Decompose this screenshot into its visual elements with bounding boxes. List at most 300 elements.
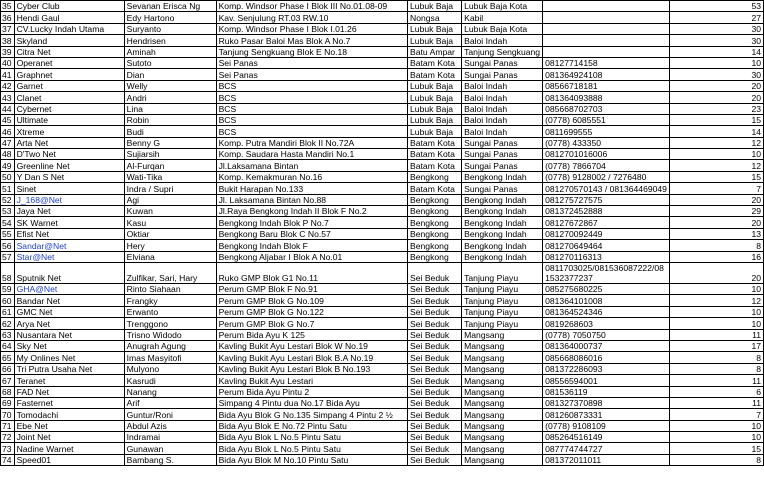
cell-district: Sei Beduk xyxy=(408,386,462,397)
row-number: 47 xyxy=(1,137,15,148)
cell-district: Batam Kota xyxy=(408,69,462,80)
cell-owner: Mulyono xyxy=(124,363,216,374)
cell-subdistrict: Mangsang xyxy=(462,352,543,363)
table-row xyxy=(1,160,764,171)
cell-district: Lubuk Baja xyxy=(408,80,462,91)
cell-count: 12 xyxy=(669,137,763,148)
cell-count: 17 xyxy=(669,340,763,351)
cell-phone: 081275727575 xyxy=(543,194,670,205)
cell-subdistrict: Mangsang xyxy=(462,443,543,454)
cell-count: 20 xyxy=(669,92,763,103)
cell-district: Sei Beduk xyxy=(408,409,462,420)
cell-name: Skyland xyxy=(14,35,124,46)
cell-phone xyxy=(543,46,670,57)
cell-owner: Al-Furqan xyxy=(124,160,216,171)
cell-address: BCS xyxy=(216,114,407,125)
cell-address: Bukit Harapan No.133 xyxy=(216,183,407,194)
cell-name: GMC Net xyxy=(14,306,124,317)
cell-district: Batam Kota xyxy=(408,137,462,148)
table-row xyxy=(1,262,764,283)
cell-count: 23 xyxy=(669,103,763,114)
cell-subdistrict: Mangsang xyxy=(462,340,543,351)
cell-district: Lubuk Baja xyxy=(408,103,462,114)
cell-address: Jl.Raya Bengkong Indah II Blok F No.2 xyxy=(216,206,407,217)
table-row xyxy=(1,206,764,217)
cell-subdistrict: Sungai Panas xyxy=(462,160,543,171)
cell-address: Komp. Saudara Hasta Mandiri No.1 xyxy=(216,149,407,160)
cell-subdistrict: Mangsang xyxy=(462,409,543,420)
cell-owner: Sujiarsih xyxy=(124,149,216,160)
row-number: 64 xyxy=(1,340,15,351)
row-number: 71 xyxy=(1,420,15,431)
table-row xyxy=(1,240,764,251)
cell-address: Bida Ayu Blok L No.5 Pintu Satu xyxy=(216,443,407,454)
cell-subdistrict: Bengkong Indah xyxy=(462,217,543,228)
table-row xyxy=(1,318,764,329)
cell-address: Bida Ayu Blok L No.5 Pintu Satu xyxy=(216,432,407,443)
cell-count: 10 xyxy=(669,283,763,294)
cell-owner: Andri xyxy=(124,92,216,103)
cell-phone: 08556594001 xyxy=(543,375,670,386)
cell-count: 30 xyxy=(669,23,763,34)
cell-name: Xtreme xyxy=(14,126,124,137)
cell-address: Jl. Laksamana Bintan No.88 xyxy=(216,194,407,205)
cell-address: Kavling Bukit Ayu Lestari Blok B No.193 xyxy=(216,363,407,374)
cell-owner: Indramai xyxy=(124,432,216,443)
cell-district: Lubuk Baja xyxy=(408,126,462,137)
table-row xyxy=(1,126,764,137)
row-number: 50 xyxy=(1,171,15,182)
cell-count: 30 xyxy=(669,69,763,80)
row-number: 61 xyxy=(1,306,15,317)
cell-name: Efist Net xyxy=(14,228,124,239)
cell-name: Arta Net xyxy=(14,137,124,148)
cell-phone: 085275680225 xyxy=(543,283,670,294)
cell-district: Lubuk Baja xyxy=(408,1,462,12)
cell-name: D'Two Net xyxy=(14,149,124,160)
row-number: 68 xyxy=(1,386,15,397)
cell-owner: Guntur/Roni xyxy=(124,409,216,420)
cell-subdistrict: Mangsang xyxy=(462,363,543,374)
row-number: 46 xyxy=(1,126,15,137)
cell-owner: Gunawan xyxy=(124,443,216,454)
cell-count: 11 xyxy=(669,375,763,386)
cell-district: Sei Beduk xyxy=(408,397,462,408)
cell-subdistrict: Tanjung Piayu xyxy=(462,283,543,294)
cell-district: Sei Beduk xyxy=(408,262,462,283)
table-row xyxy=(1,352,764,363)
cell-address: Kavling Bukit Ayu Lestari xyxy=(216,375,407,386)
cell-name: Bandar Net xyxy=(14,295,124,306)
table-row xyxy=(1,329,764,340)
cell-count: 14 xyxy=(669,126,763,137)
row-number: 53 xyxy=(1,206,15,217)
cell-owner: Nanang xyxy=(124,386,216,397)
table-row xyxy=(1,217,764,228)
table-row xyxy=(1,432,764,443)
cell-owner: Hery xyxy=(124,240,216,251)
cell-address: Bida Ayu Blok E No.72 Pintu Satu xyxy=(216,420,407,431)
cell-count: 20 xyxy=(669,194,763,205)
cell-district: Bengkong xyxy=(408,206,462,217)
cell-subdistrict: Mangsang xyxy=(462,375,543,386)
cell-name: GHA@Net xyxy=(14,283,124,294)
cell-district: Batam Kota xyxy=(408,149,462,160)
cell-address: Bengkong Baru Blok C No.57 xyxy=(216,228,407,239)
cell-subdistrict: Tanjung Piayu xyxy=(462,306,543,317)
cell-owner: Anugrah Agung xyxy=(124,340,216,351)
cell-name: Joint Net xyxy=(14,432,124,443)
table-row xyxy=(1,420,764,431)
table-row xyxy=(1,114,764,125)
row-number: 52 xyxy=(1,194,15,205)
cell-subdistrict: Sungai Panas xyxy=(462,149,543,160)
cell-district: Sei Beduk xyxy=(408,363,462,374)
table-row xyxy=(1,80,764,91)
cell-name: My Onlines Net xyxy=(14,352,124,363)
cell-name: Sputnik Net xyxy=(14,262,124,283)
cell-owner: Indra / Supri xyxy=(124,183,216,194)
cell-owner: Trisno Widodo xyxy=(124,329,216,340)
cell-address: Ruko GMP Blok G1 No.11 xyxy=(216,262,407,283)
cell-address: Perum Bida Ayu K 125 xyxy=(216,329,407,340)
cell-subdistrict: Sungai Panas xyxy=(462,183,543,194)
cell-subdistrict: Mangsang xyxy=(462,454,543,465)
cell-owner: Welly xyxy=(124,80,216,91)
cell-name: Sandar@Net xyxy=(14,240,124,251)
cell-subdistrict: Mangsang xyxy=(462,397,543,408)
cell-owner: Rinto Siahaan xyxy=(124,283,216,294)
cell-address: Komp. Windsor Phase I Blok III No.01.08-09 xyxy=(216,1,407,12)
cell-count: 8 xyxy=(669,240,763,251)
cell-phone xyxy=(543,35,670,46)
cell-name: Ultimate xyxy=(14,114,124,125)
cell-subdistrict: Baloi Indah xyxy=(462,80,543,91)
cell-count: 15 xyxy=(669,114,763,125)
row-number: 65 xyxy=(1,352,15,363)
cell-district: Batam Kota xyxy=(408,183,462,194)
cell-address: BCS xyxy=(216,126,407,137)
cell-phone: 081364093888 xyxy=(543,92,670,103)
cell-count: 10 xyxy=(669,149,763,160)
cell-owner: Abdul Azis xyxy=(124,420,216,431)
table-row xyxy=(1,149,764,160)
cell-district: Batu Ampar xyxy=(408,46,462,57)
cell-district: Batam Kota xyxy=(408,57,462,68)
cell-subdistrict: Bengkong Indah xyxy=(462,171,543,182)
cell-district: Bengkong xyxy=(408,171,462,182)
cell-count: 8 xyxy=(669,363,763,374)
cell-name: SK Warnet xyxy=(14,217,124,228)
cell-name: CV.Lucky Indah Utama xyxy=(14,23,124,34)
table-row xyxy=(1,454,764,465)
row-number: 48 xyxy=(1,149,15,160)
cell-phone: 081372452888 xyxy=(543,206,670,217)
cell-owner: Budi xyxy=(124,126,216,137)
cell-subdistrict: Tanjung Piayu xyxy=(462,295,543,306)
cell-address: BCS xyxy=(216,92,407,103)
cell-district: Sei Beduk xyxy=(408,454,462,465)
cell-count: 8 xyxy=(669,352,763,363)
cell-phone: 08127672867 xyxy=(543,217,670,228)
cell-phone: 081270649464 xyxy=(543,240,670,251)
table-row xyxy=(1,397,764,408)
cell-subdistrict: Bengkong Indah xyxy=(462,194,543,205)
table-row xyxy=(1,46,764,57)
cell-count: 27 xyxy=(669,12,763,23)
cell-phone: 081364924108 xyxy=(543,69,670,80)
cell-phone: 081372011011 xyxy=(543,454,670,465)
cell-address: Kavling Bukit Ayu Lestari Blok W No.19 xyxy=(216,340,407,351)
cell-phone xyxy=(543,23,670,34)
cell-name: Garnet xyxy=(14,80,124,91)
table-row xyxy=(1,171,764,182)
row-number: 58 xyxy=(1,262,15,283)
cell-phone: (0778) 6085551 xyxy=(543,114,670,125)
row-number: 54 xyxy=(1,217,15,228)
row-number: 41 xyxy=(1,69,15,80)
cell-count: 20 xyxy=(669,217,763,228)
cell-owner: Kuwan xyxy=(124,206,216,217)
cell-phone: 087774744727 xyxy=(543,443,670,454)
cell-name: Tri Putra Usaha Net xyxy=(14,363,124,374)
cell-district: Sei Beduk xyxy=(408,443,462,454)
cell-address: BCS xyxy=(216,103,407,114)
cell-name: Speed01 xyxy=(14,454,124,465)
cell-name: Citra Net xyxy=(14,46,124,57)
cell-owner: Sevanan Erisca Ng xyxy=(124,1,216,12)
cell-count: 7 xyxy=(669,183,763,194)
table-row xyxy=(1,228,764,239)
cell-district: Bengkong xyxy=(408,251,462,262)
cell-count: 11 xyxy=(669,329,763,340)
cell-subdistrict: Sungai Panas xyxy=(462,57,543,68)
table-row xyxy=(1,409,764,420)
cell-phone: 0811699555 xyxy=(543,126,670,137)
cell-phone: 085264516149 xyxy=(543,432,670,443)
row-number: 42 xyxy=(1,80,15,91)
row-number: 63 xyxy=(1,329,15,340)
cell-address: Kavling Bukit Ayu Lestari Blok B.A No.19 xyxy=(216,352,407,363)
cell-phone: 081327370898 xyxy=(543,397,670,408)
cell-district: Lubuk Baja xyxy=(408,35,462,46)
cell-phone: 081270092449 xyxy=(543,228,670,239)
cell-name: Star@Net xyxy=(14,251,124,262)
cell-name: FAD Net xyxy=(14,386,124,397)
cell-address: Sei Panas xyxy=(216,57,407,68)
cell-district: Lubuk Baja xyxy=(408,114,462,125)
cell-count: 11 xyxy=(669,397,763,408)
cell-owner: Bambang S. xyxy=(124,454,216,465)
cell-owner: Suryanto xyxy=(124,23,216,34)
cell-name: J_168@Net xyxy=(14,194,124,205)
cell-subdistrict: Mangsang xyxy=(462,420,543,431)
cell-phone: (0778) 9108109 xyxy=(543,420,670,431)
cell-count: 10 xyxy=(669,306,763,317)
table-body xyxy=(1,1,764,466)
cell-phone xyxy=(543,12,670,23)
cell-owner: Erwanto xyxy=(124,306,216,317)
cell-owner: Benny G xyxy=(124,137,216,148)
cell-name: Operanet xyxy=(14,57,124,68)
cell-phone: 081270570143 / 081364469049 xyxy=(543,183,670,194)
cell-phone: (0778) 9128002 / 7276480 xyxy=(543,171,670,182)
cell-subdistrict: Mangsang xyxy=(462,386,543,397)
cell-owner: Lina xyxy=(124,103,216,114)
row-number: 73 xyxy=(1,443,15,454)
cell-count: 10 xyxy=(669,432,763,443)
cell-owner: Wati-Tika xyxy=(124,171,216,182)
cell-address: Perum GMP Blok F No.91 xyxy=(216,283,407,294)
cell-subdistrict: Tanjung Piayu xyxy=(462,262,543,283)
table-row xyxy=(1,35,764,46)
cell-address: Tanjung Sengkuang Blok E No.18 xyxy=(216,46,407,57)
cell-subdistrict: Kabil xyxy=(462,12,543,23)
cell-district: Bengkong xyxy=(408,240,462,251)
row-number: 55 xyxy=(1,228,15,239)
row-number: 57 xyxy=(1,251,15,262)
cell-name: Sinet xyxy=(14,183,124,194)
table-row xyxy=(1,183,764,194)
cell-name: Ebe Net xyxy=(14,420,124,431)
cell-count: 12 xyxy=(669,295,763,306)
cell-phone: 081364000737 xyxy=(543,340,670,351)
row-number: 43 xyxy=(1,92,15,103)
table-row xyxy=(1,1,764,12)
cell-count: 16 xyxy=(669,251,763,262)
row-number: 39 xyxy=(1,46,15,57)
cell-owner: Frangky xyxy=(124,295,216,306)
cell-owner: Zulfikar, Sari, Hary xyxy=(124,262,216,283)
cell-count: 7 xyxy=(669,409,763,420)
cell-address: Kav. Senjulung RT.03 RW.10 xyxy=(216,12,407,23)
cell-count: 20 xyxy=(669,262,763,283)
cell-district: Sei Beduk xyxy=(408,295,462,306)
cell-phone: 08566718181 xyxy=(543,80,670,91)
row-number: 66 xyxy=(1,363,15,374)
cell-count: 30 xyxy=(669,35,763,46)
cell-district: Sei Beduk xyxy=(408,340,462,351)
cell-owner: Robin xyxy=(124,114,216,125)
cell-name: Fasternet xyxy=(14,397,124,408)
cell-address: Bida Ayu Blok M No.10 Pintu Satu xyxy=(216,454,407,465)
table-row xyxy=(1,295,764,306)
row-number: 72 xyxy=(1,432,15,443)
table-row xyxy=(1,306,764,317)
cell-owner: Elviana xyxy=(124,251,216,262)
cell-count: 6 xyxy=(669,386,763,397)
cell-subdistrict: Tanjung Piayu xyxy=(462,318,543,329)
cell-phone: 081364524346 xyxy=(543,306,670,317)
row-number: 35 xyxy=(1,1,15,12)
table-row xyxy=(1,137,764,148)
cell-district: Bengkong xyxy=(408,228,462,239)
cell-phone xyxy=(543,1,670,12)
table-row xyxy=(1,363,764,374)
cell-phone: 0812701016006 xyxy=(543,149,670,160)
cell-subdistrict: Baloi Indah xyxy=(462,92,543,103)
cell-name: Arya Net xyxy=(14,318,124,329)
cell-subdistrict: Mangsang xyxy=(462,432,543,443)
cell-name: Graphnet xyxy=(14,69,124,80)
cell-district: Bengkong xyxy=(408,217,462,228)
row-number: 44 xyxy=(1,103,15,114)
row-number: 40 xyxy=(1,57,15,68)
cell-name: Clanet xyxy=(14,92,124,103)
cell-address: Bengkong Indah Blok F xyxy=(216,240,407,251)
cell-count: 10 xyxy=(669,420,763,431)
cell-subdistrict: Baloi Indah xyxy=(462,103,543,114)
row-number: 69 xyxy=(1,397,15,408)
cell-district: Nongsa xyxy=(408,12,462,23)
table-row xyxy=(1,23,764,34)
row-number: 37 xyxy=(1,23,15,34)
cell-subdistrict: Lubuk Baja Kota xyxy=(462,1,543,12)
cell-district: Sei Beduk xyxy=(408,432,462,443)
cell-owner: Oktiar xyxy=(124,228,216,239)
cell-district: Sei Beduk xyxy=(408,306,462,317)
cell-count: 10 xyxy=(669,57,763,68)
cell-owner: Trenggono xyxy=(124,318,216,329)
cell-address: Sei Panas xyxy=(216,69,407,80)
row-number: 60 xyxy=(1,295,15,306)
cell-phone: 085668702703 xyxy=(543,103,670,114)
table-row xyxy=(1,375,764,386)
cell-address: Perum GMP Blok G No.122 xyxy=(216,306,407,317)
cell-address: Komp. Kemakmuran No.16 xyxy=(216,171,407,182)
table-row xyxy=(1,194,764,205)
cell-subdistrict: Bengkong Indah xyxy=(462,251,543,262)
cell-phone: 081364101008 xyxy=(543,295,670,306)
cell-name: Hendi Gaul xyxy=(14,12,124,23)
cell-address: BCS xyxy=(216,80,407,91)
cell-subdistrict: Baloi Indah xyxy=(462,114,543,125)
cell-owner: Dian xyxy=(124,69,216,80)
table-row xyxy=(1,443,764,454)
row-number: 36 xyxy=(1,12,15,23)
cell-count: 53 xyxy=(669,1,763,12)
cell-count: 13 xyxy=(669,228,763,239)
table-row xyxy=(1,57,764,68)
cell-address: Perum Bida Ayu Pintu 2 xyxy=(216,386,407,397)
row-number: 62 xyxy=(1,318,15,329)
cell-district: Sei Beduk xyxy=(408,352,462,363)
cell-owner: Hendrisen xyxy=(124,35,216,46)
cell-district: Batam Kota xyxy=(408,160,462,171)
row-number: 74 xyxy=(1,454,15,465)
cell-owner: Edy Hartono xyxy=(124,12,216,23)
cell-phone: 081536119 xyxy=(543,386,670,397)
cell-subdistrict: Baloi Indah xyxy=(462,126,543,137)
table-row xyxy=(1,340,764,351)
cell-subdistrict: Mangsang xyxy=(462,329,543,340)
cell-district: Bengkong xyxy=(408,194,462,205)
cell-owner: Sutoto xyxy=(124,57,216,68)
cell-count: 8 xyxy=(669,454,763,465)
cell-phone: 0819268603 xyxy=(543,318,670,329)
cell-owner: Imas Masyitofi xyxy=(124,352,216,363)
cell-name: Cyber Club xyxy=(14,1,124,12)
cell-count: 14 xyxy=(669,46,763,57)
cell-phone: 081372286093 xyxy=(543,363,670,374)
cell-phone: 081260873331 xyxy=(543,409,670,420)
cell-district: Lubuk Baja xyxy=(408,92,462,103)
row-number: 38 xyxy=(1,35,15,46)
cell-phone: (0778) 433350 xyxy=(543,137,670,148)
cell-name: Tomodachi xyxy=(14,409,124,420)
cell-address: Simpang 4 Pintu dua No.17 Bida Ayu xyxy=(216,397,407,408)
table-row xyxy=(1,386,764,397)
